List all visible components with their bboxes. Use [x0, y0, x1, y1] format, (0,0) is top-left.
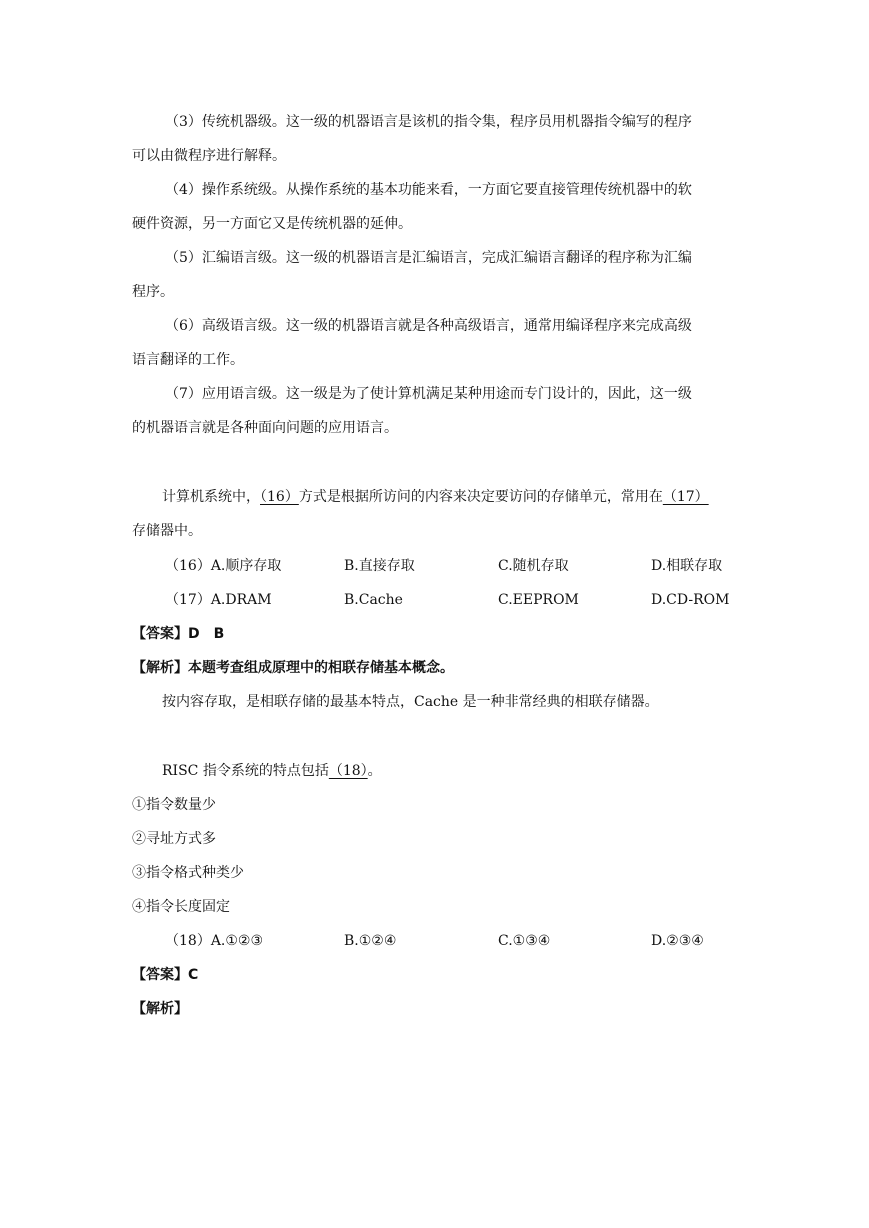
answer-16-17: 【答案】D B — [132, 626, 225, 642]
option-17-d: D.CD-ROM — [651, 592, 730, 608]
option-18-c: C.①③④ — [498, 933, 551, 949]
level-3-line-1: （3）传统机器级。这一级的机器语言是该机的指令集，程序员用机器指令编写的程序 — [165, 114, 692, 130]
option-18-d: D.②③④ — [651, 933, 704, 949]
option-17-a: （17）A.DRAM — [165, 592, 272, 608]
list-item: ③指令格式种类少 — [132, 865, 244, 881]
list-item: ①指令数量少 — [132, 797, 216, 813]
level-5-line-2: 程序。 — [132, 284, 174, 300]
analysis-18-heading: 【解析】 — [132, 1001, 188, 1017]
level-6-line-1: （6）高级语言级。这一级的机器语言就是各种高级语言，通常用编译程序来完成高级 — [165, 318, 692, 334]
question-18-stem-a: RISC 指令系统的特点包括 — [162, 763, 329, 779]
blank-17: （17） — [662, 489, 709, 505]
level-5-line-1: （5）汇编语言级。这一级的机器语言是汇编语言，完成汇编语言翻译的程序称为汇编 — [165, 250, 692, 266]
question-16-stem-line-2: 存储器中。 — [132, 523, 202, 539]
answer-18: 【答案】C — [132, 967, 199, 983]
blank-18: （18） — [328, 763, 368, 779]
option-16-a: （16）A.顺序存取 — [165, 558, 282, 574]
option-17-c: C.EEPROM — [498, 592, 579, 608]
option-18-b: B.①②④ — [344, 933, 397, 949]
option-16-d: D.相联存取 — [651, 558, 723, 574]
analysis-16-17-heading: 【解析】本题考查组成原理中的相联存储基本概念。 — [132, 660, 454, 676]
list-item: ②寻址方式多 — [132, 831, 216, 847]
question-16-stem-a: 计算机系统中， — [162, 489, 260, 505]
option-16-c: C.随机存取 — [498, 558, 569, 574]
level-4-line-2: 硬件资源，另一方面它又是传统机器的延伸。 — [132, 216, 412, 232]
level-4-line-1: （4）操作系统级。从操作系统的基本功能来看，一方面它要直接管理传统机器中的软 — [165, 182, 692, 198]
level-7-line-2: 的机器语言就是各种面向问题的应用语言。 — [132, 420, 398, 436]
blank-16: （16） — [260, 489, 299, 505]
option-16-b: B.直接存取 — [344, 558, 415, 574]
option-17-b: B.Cache — [344, 592, 403, 608]
level-7-line-1: （7）应用语言级。这一级是为了使计算机满足某种用途而专门设计的，因此，这一级 — [165, 386, 692, 402]
question-18-stem-end: 。 — [367, 763, 382, 779]
question-18-stem — [162, 761, 382, 781]
analysis-16-17-body: 按内容存取，是相联存储的最基本特点，Cache 是一种非常经典的相联存储器。 — [162, 694, 659, 710]
option-18-a: （18）A.①②③ — [165, 933, 264, 949]
question-16-stem-b: 方式是根据所访问的内容来决定要访问的存储单元，常用在 — [298, 489, 663, 505]
question-16-stem — [162, 487, 709, 507]
level-3-line-2: 可以由微程序进行解释。 — [132, 148, 286, 164]
list-item: ④指令长度固定 — [132, 899, 230, 915]
level-6-line-2: 语言翻译的工作。 — [132, 352, 244, 368]
